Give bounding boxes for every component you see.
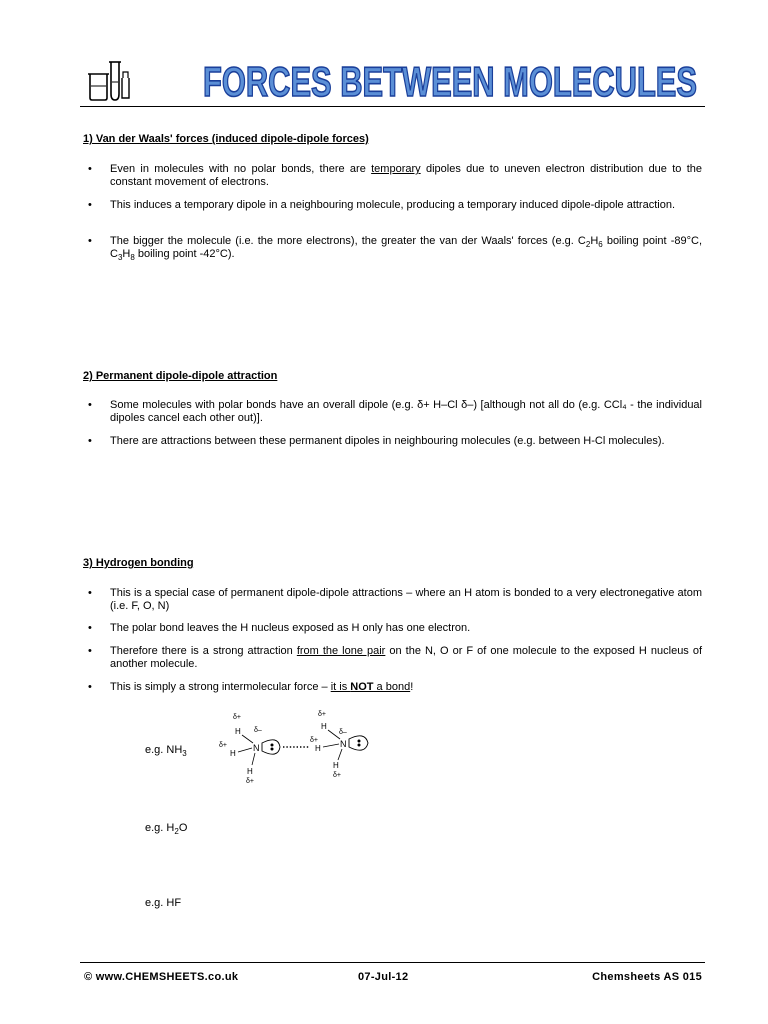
section-3-bullet-3: Therefore there is a strong attraction from the lone pair on the N, O or F of one molecule to the exposed H nucleus of another molecule. bbox=[110, 645, 703, 670]
nitrogen-atom: N bbox=[253, 743, 260, 753]
hydrogen-atom: H bbox=[315, 744, 321, 753]
partial-negative-label: δ– bbox=[254, 727, 262, 734]
section-1-heading: 1) Van der Waals' forces (induced dipole-dipole forces) bbox=[83, 133, 369, 145]
header-divider bbox=[80, 106, 705, 107]
nitrogen-atom: N bbox=[340, 739, 347, 749]
example-ammonia: e.g. $NH_3$ bbox=[145, 744, 187, 758]
bullet-marker: • bbox=[88, 435, 92, 447]
hydrogen-atom: H bbox=[321, 722, 327, 731]
example-water: e.g. $H_2O$ bbox=[145, 822, 188, 836]
section-3-bullet-1: This is a special case of permanent dipole-dipole attractions – where an H atom is bonded to a very electronegative atom (i.e. F, O, N) bbox=[110, 587, 702, 612]
covalent-bond bbox=[242, 735, 253, 743]
section-2-heading: 2) Permanent dipole-dipole attraction bbox=[83, 370, 278, 382]
hydrogen-atom: H bbox=[247, 767, 253, 776]
section-2-bullet-2: There are attractions between these permanent dipoles in neighbouring molecules (e.g. between H-Cl molecules). bbox=[110, 435, 665, 447]
section-3-bullet-4: This is simply a strong intermolecular force – it is NOT a bond! bbox=[110, 681, 414, 693]
page-title-text: FORCES BETWEEN MOLECULES bbox=[203, 58, 697, 104]
lone-pair-electron bbox=[271, 744, 274, 747]
partial-positive-label: δ+ bbox=[233, 714, 241, 721]
bullet-marker: • bbox=[88, 235, 92, 247]
hydrogen-atom: H bbox=[230, 749, 236, 758]
section-3-heading: 3) Hydrogen bonding bbox=[83, 557, 194, 569]
bullet-marker: • bbox=[88, 399, 92, 411]
bullet-marker: • bbox=[88, 587, 92, 599]
partial-positive-label: δ+ bbox=[318, 711, 326, 718]
partial-positive-label: δ+ bbox=[219, 742, 227, 749]
page-title bbox=[200, 56, 700, 104]
section-3-bullet-2: The polar bond leaves the H nucleus exposed as H only has one electron. bbox=[110, 622, 471, 634]
section-2-bullet-1: Some molecules with polar bonds have an overall dipole (e.g. δ+ H–Cl δ–) [although not all do (e.g. CCl₄ - the individual dipoles cancel each other out)]. bbox=[110, 399, 702, 424]
partial-positive-label: δ+ bbox=[333, 772, 341, 779]
hydrogen-atom: H bbox=[333, 761, 339, 770]
lab-glassware-icon bbox=[85, 58, 131, 104]
section-1-bullet-2: This induces a temporary dipole in a neighbouring molecule, producing a temporary induced dipole-dipole attraction. bbox=[110, 199, 676, 211]
footer-reference: Chemsheets AS 015 bbox=[592, 971, 702, 983]
covalent-bond bbox=[323, 744, 339, 747]
bullet-marker: • bbox=[88, 645, 92, 657]
lone-pair-orbital bbox=[262, 740, 280, 754]
section-1-bullet-3: The bigger the molecule (i.e. the more electrons), the greater the van der Waals' forces (e.g. $C_2H_6$ boiling point -89°C, $C_3H_8$ boiling point -42°C). bbox=[110, 235, 702, 262]
example-hydrogen-fluoride: e.g. HF bbox=[145, 897, 182, 909]
lone-pair-orbital bbox=[349, 736, 368, 750]
bullet-marker: • bbox=[88, 199, 92, 211]
partial-negative-label: δ– bbox=[339, 729, 347, 736]
footer-divider bbox=[80, 962, 705, 963]
covalent-bond bbox=[338, 749, 342, 760]
bullet-marker: • bbox=[88, 622, 92, 634]
footer-website: © www.CHEMSHEETS.co.uk bbox=[84, 971, 239, 983]
lone-pair-electron bbox=[358, 740, 361, 743]
covalent-bond bbox=[238, 748, 252, 752]
footer-date: 07-Jul-12 bbox=[358, 971, 409, 983]
covalent-bond bbox=[252, 753, 255, 765]
partial-positive-label: δ+ bbox=[246, 778, 254, 785]
lone-pair-electron bbox=[271, 748, 274, 751]
partial-positive-label: δ+ bbox=[310, 737, 318, 744]
hydrogen-atom: H bbox=[235, 727, 241, 736]
bullet-marker: • bbox=[88, 681, 92, 693]
ammonia-hydrogen-bond-diagram bbox=[210, 705, 380, 787]
lone-pair-electron bbox=[358, 744, 361, 747]
section-1-bullet-1: Even in molecules with no polar bonds, there are temporary dipoles due to uneven electron distribution due to the constant movement of electrons. bbox=[110, 163, 702, 188]
bullet-marker: • bbox=[88, 163, 92, 175]
